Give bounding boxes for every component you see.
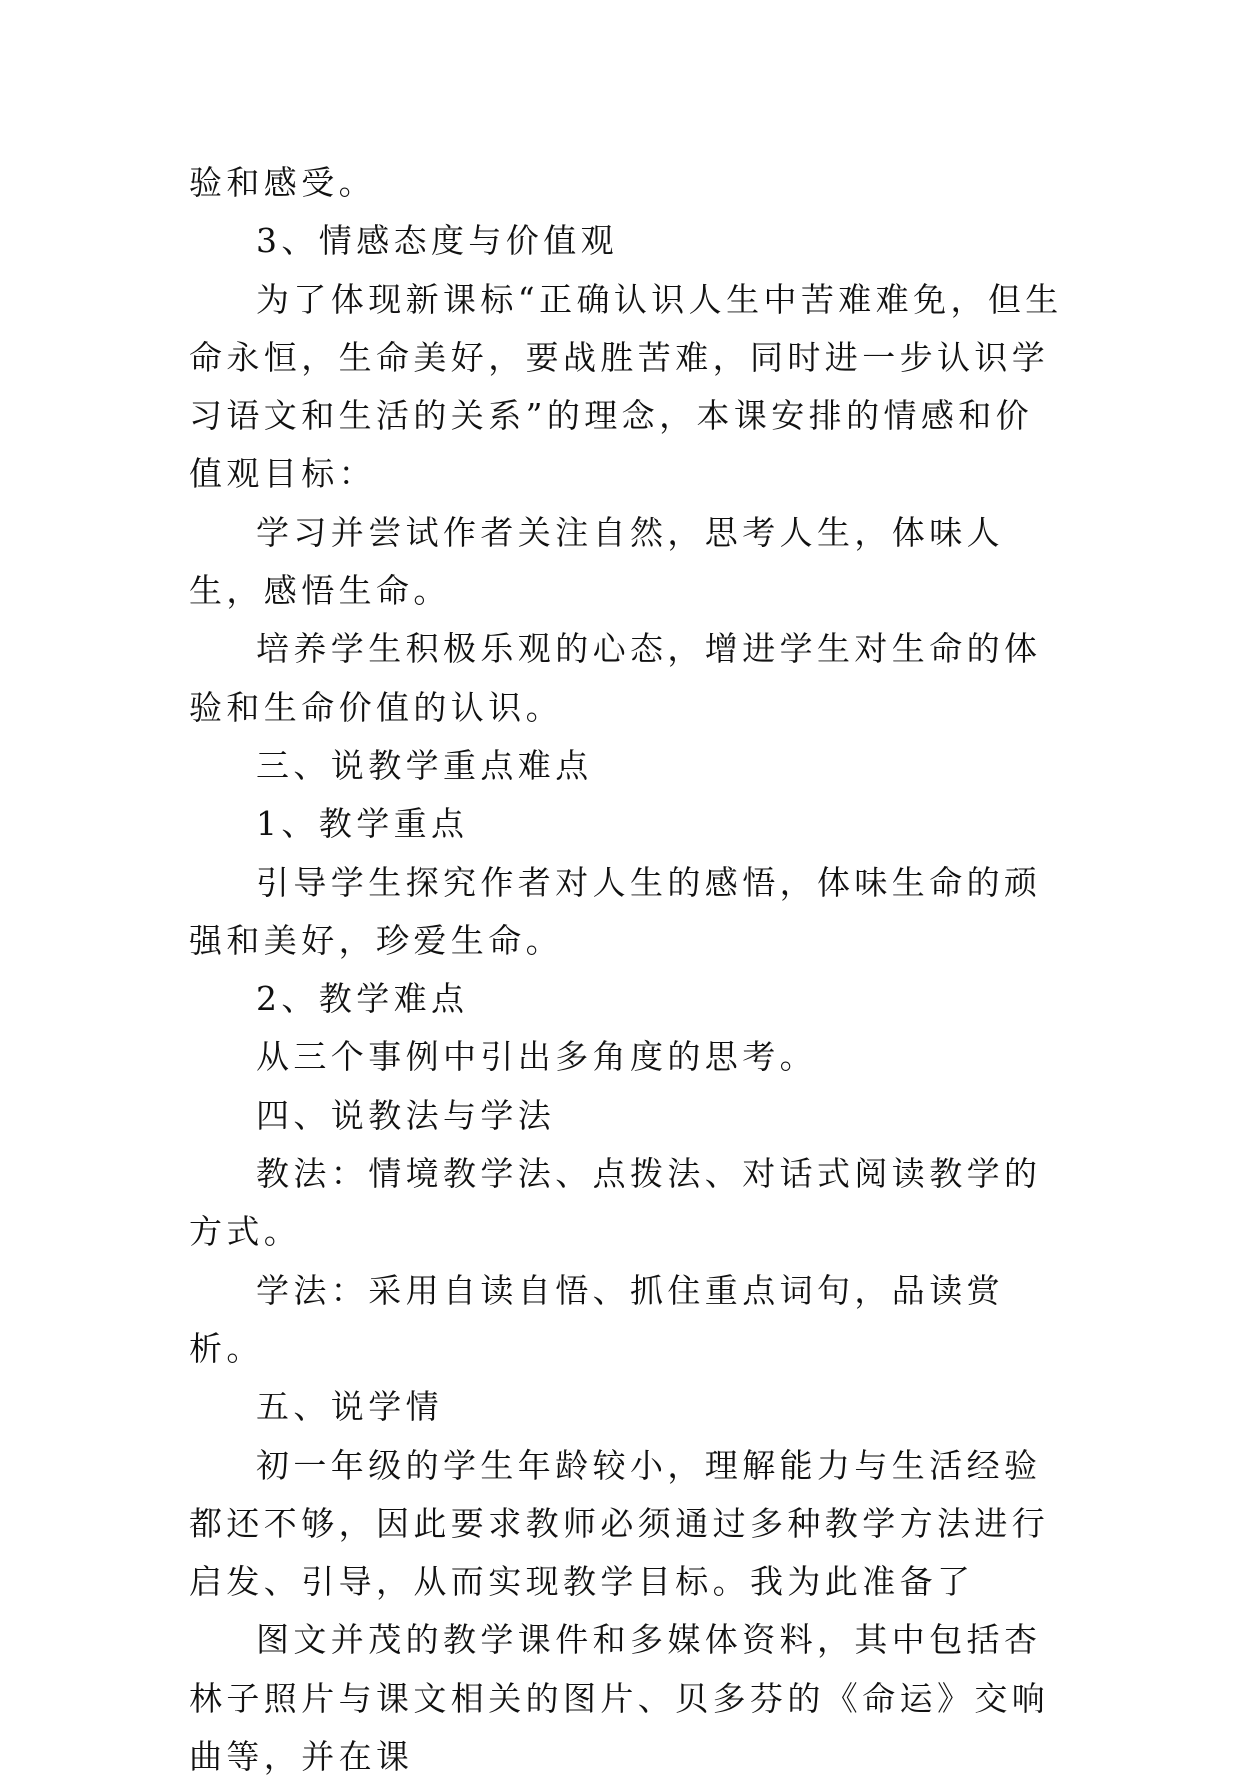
- paragraph: 为了体现新课标“正确认识人生中苦难难免，但生命永恒，生命美好，要战胜苦难，同时进一步认识学习语文和生活的关系”的理念，本课安排的情感和价值观目标：: [189, 279, 1063, 494]
- paragraph: 学习并尝试作者关注自然，思考人生，体味人生，感悟生命。: [189, 512, 1004, 611]
- section-heading: 五、说学情: [256, 1387, 443, 1427]
- paragraph: 从三个事例中引出多角度的思考。: [256, 1037, 817, 1077]
- section-heading: 三、说教学重点难点: [256, 745, 593, 785]
- section-heading: 2、教学难点: [256, 979, 469, 1019]
- section-heading: 四、说教法与学法: [256, 1095, 556, 1135]
- document-body: [189, 154, 1069, 1786]
- paragraph: 初一年级的学生年龄较小，理解能力与生活经验都还不够，因此要求教师必须通过多种教学方法进行启发、引导，从而实现教学目标。我为此准备了: [189, 1445, 1050, 1602]
- paragraph: 引导学生探究作者对人生的感悟，体味生命的顽强和美好，珍爱生命。: [189, 862, 1042, 960]
- paragraph: 验和感受。: [189, 163, 376, 202]
- paragraph: 图文并茂的教学课件和多媒体资料，其中包括杏林子照片与课文相关的图片、贝多芬的《命运》交响曲等，并在课: [189, 1620, 1050, 1777]
- paragraph: 学法：采用自读自悟、抓住重点词句，品读赏析。: [189, 1270, 1004, 1368]
- paragraph: 培养学生积极乐观的心态，增进学生对生命的体验和生命价值的认识。: [189, 629, 1042, 727]
- section-heading: 1、教学重点: [256, 804, 469, 844]
- section-heading: 3、情感态度与价值观: [256, 221, 618, 261]
- paragraph: 教法：情境教学法、点拨法、对话式阅读教学的方式。: [189, 1154, 1042, 1252]
